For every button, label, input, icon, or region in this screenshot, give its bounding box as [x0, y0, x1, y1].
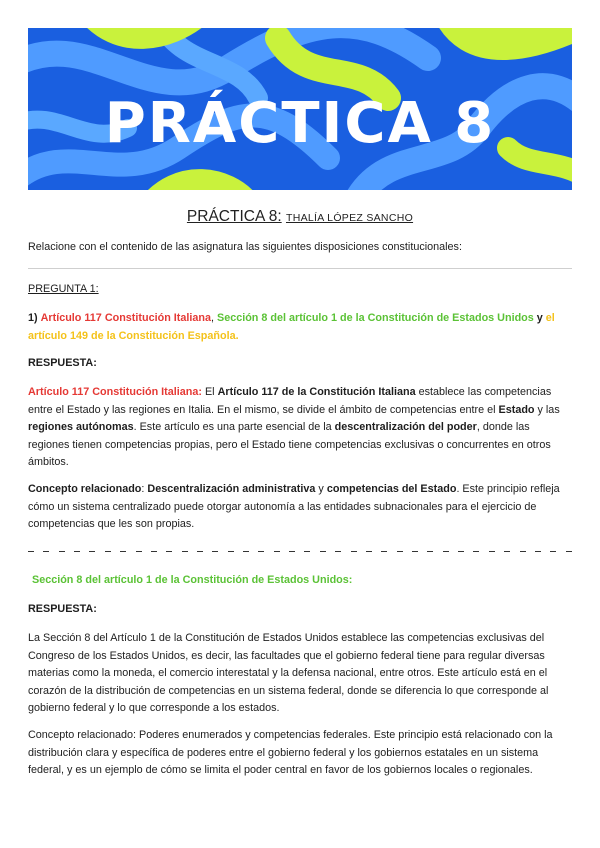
- paragraph-lead: Artículo 117 Constitución Italiana:: [28, 386, 202, 398]
- intro-text: Relacione con el contenido de las asignatura las siguientes disposiciones constitucionales:: [28, 241, 462, 253]
- bold-run: descentralización del poder: [334, 421, 477, 433]
- bold-run: Artículo 117 de la Constitución Italiana: [217, 386, 416, 398]
- question-item-red: Artículo 117 Constitución Italiana: [40, 312, 211, 324]
- text-run: establece las competencias entre el Estado y las regiones en Italia. En el mismo, se divide el ámbito de competencias entre el: [28, 386, 552, 416]
- dashed-separator: [28, 548, 572, 554]
- divider: [28, 268, 572, 269]
- text-run: El: [201, 386, 218, 398]
- question-text: [28, 310, 572, 345]
- banner-title: PRÁCTICA 8: [104, 91, 496, 156]
- text-run: :: [141, 483, 148, 495]
- bold-run: Descentralización administrativa: [147, 483, 316, 495]
- bold-run: Estado: [498, 403, 535, 416]
- question-sep: y: [533, 312, 546, 324]
- text-run: y las: [534, 403, 560, 416]
- text-run: y: [315, 483, 327, 495]
- question-number: 1): [28, 312, 38, 324]
- header-banner: [28, 28, 572, 190]
- heading-author: THALÍA LÓPEZ SANCHO: [285, 212, 414, 224]
- paragraph: [28, 384, 572, 472]
- text-run: . Este principio refleja cómo un sistema centralizado puede otorgar autonomía a las entidades subnacionales para el ejercicio de competencias que les son propias.: [28, 483, 560, 530]
- heading-prefix: PRÁCTICA 8:: [186, 208, 282, 225]
- text-run: , donde las regiones tienen competencias propias, pero el Estado tiene competencias exclusivas o concurrentes en otros ámbitos.: [28, 421, 551, 468]
- page-heading: [0, 208, 600, 226]
- response-label: RESPUESTA:: [28, 603, 97, 615]
- question-label: PREGUNTA 1:: [28, 283, 99, 295]
- response-label: RESPUESTA:: [28, 357, 97, 369]
- bold-run: Concepto relacionado: [28, 483, 142, 495]
- paragraph: La Sección 8 del Artículo 1 de la Constitución de Estados Unidos establece las competencias exclusivas del Congreso de los Estados Unidos, es decir, las facultades que el gobierno federal tiene para regular diversas materias como la moneda, el comercio interestatal y la defensa nacional, entre otros. Este artículo está en el corazón de la distribución de competencias en un sistema federal, donde se diferencia lo que corresponde al gobierno federal y lo que corresponde a los estados.: [28, 632, 549, 714]
- question-sep: ,: [211, 312, 217, 324]
- question-item-yellow: el artículo 149 de la Constitución Española.: [28, 312, 555, 342]
- paragraph: Concepto relacionado: Poderes enumerados y competencias federales. Este principio está relacionado con la distribución clara y específica de poderes entre el gobierno federal y los gobiernos estatales en un sistema federal, y es un ejemplo de cómo se limita el poder central en favor de los gobiernos locales o regionales.: [28, 729, 553, 776]
- paragraph: [28, 481, 572, 534]
- question-item-green: Sección 8 del artículo 1 de la Constitución de Estados Unidos: [217, 312, 534, 324]
- section-heading: Sección 8 del artículo 1 de la Constitución de Estados Unidos:: [32, 574, 353, 586]
- text-run: . Este artículo es una parte esencial de la: [133, 421, 335, 433]
- bold-run: competencias del Estado: [326, 483, 457, 495]
- bold-run: regiones autónomas: [28, 421, 134, 433]
